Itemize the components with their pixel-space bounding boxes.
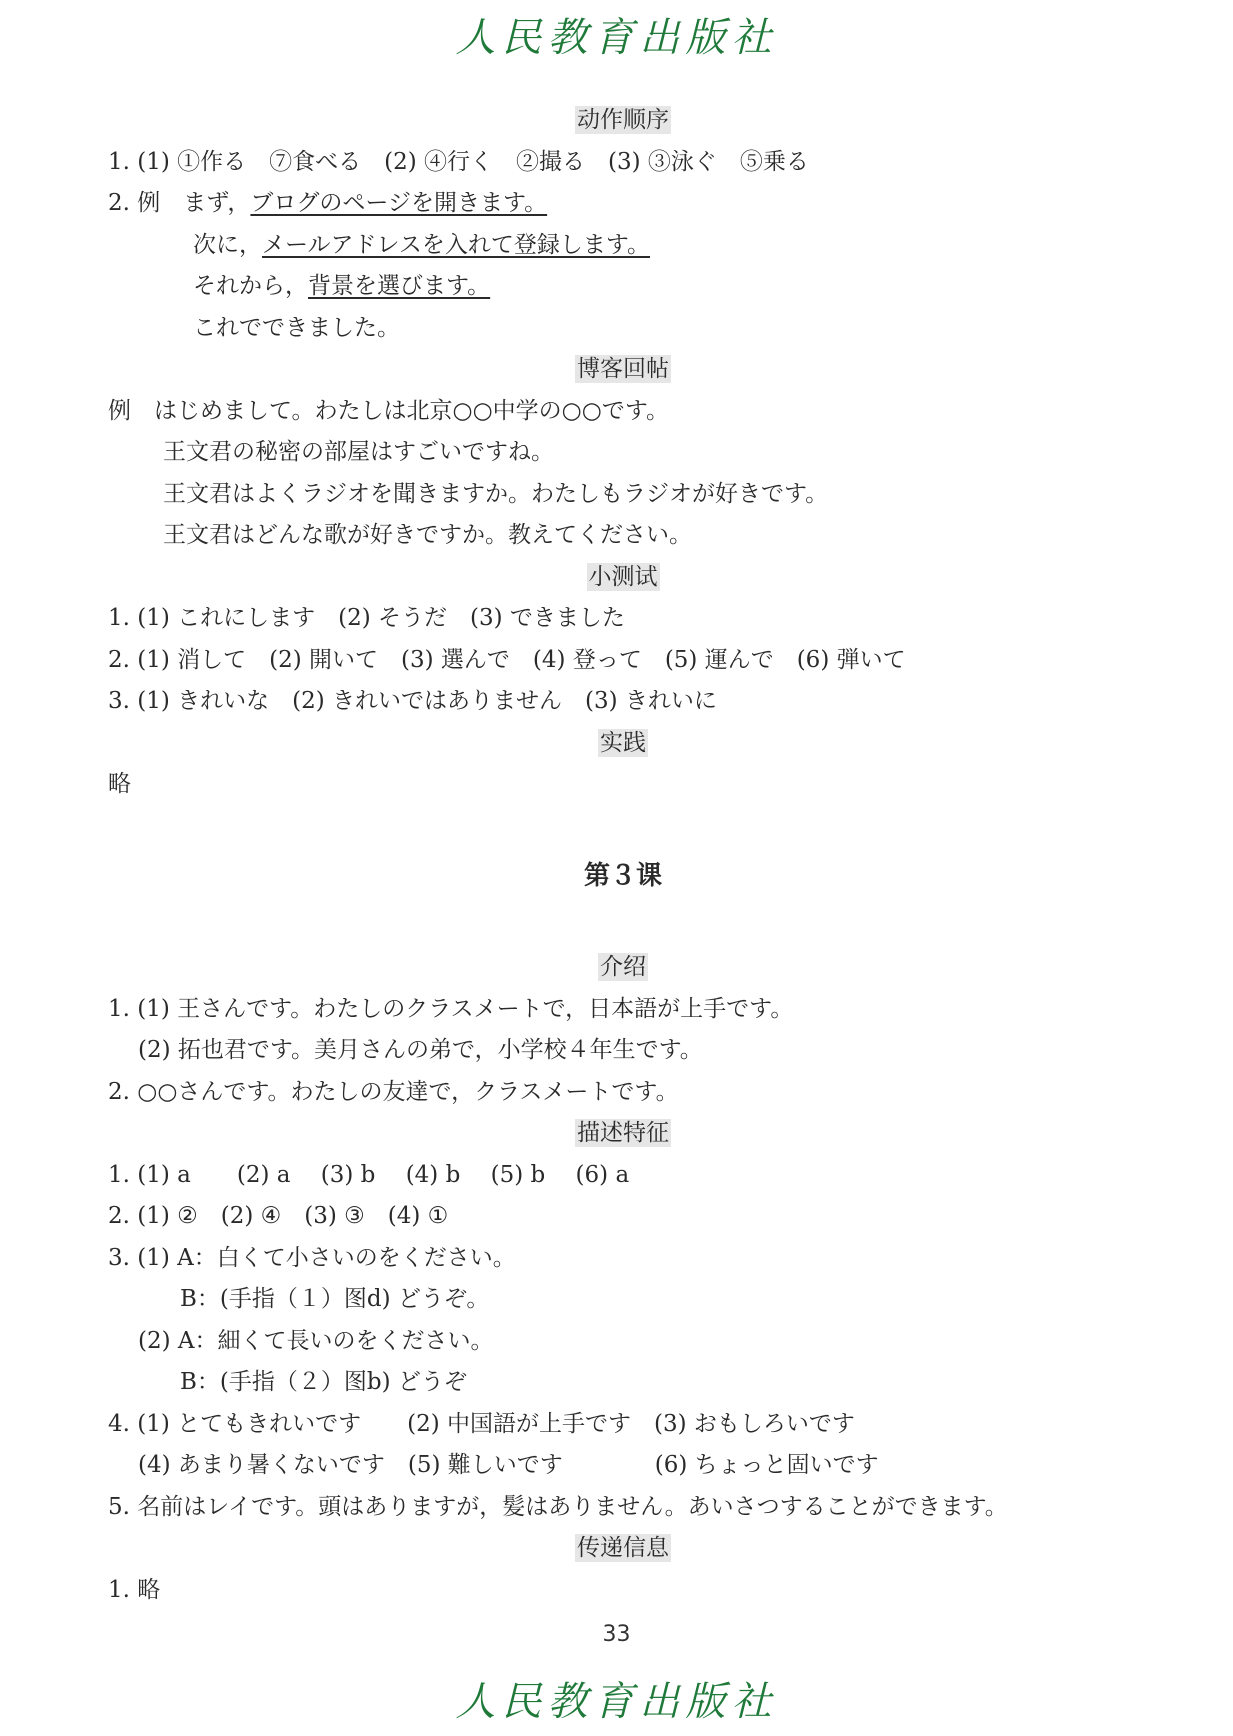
answer-line: 1. 略 — [108, 1576, 161, 1603]
answer-line: 2. 例 まず，ブログのページを開きます。 — [108, 190, 548, 216]
section-heading: 描述特征 — [577, 1120, 669, 1146]
answer-line: (4) あまり暑くないです (5) 難しいです (6) ちょっと固いです — [138, 1452, 879, 1478]
answer-line: 2. (1) 消して (2) 開いて (3) 選んで (4) 登って (5) 運んで (6) 弾いて — [108, 646, 906, 673]
answer-line: 次に，メールアドレスを入れて登録します。 — [193, 231, 651, 258]
answer-line: B：(手指（２）图b) どうぞ — [180, 1369, 467, 1395]
page-number: 33 — [602, 1622, 631, 1647]
publisher-logo-top — [0, 2, 1233, 62]
answer-line: 5. 名前はレイです。頭はありますが，髪はありません。あいさつすることができます。 — [108, 1493, 1008, 1520]
publisher-name: 人民教育出版社 — [455, 15, 778, 61]
answer-line: 略 — [108, 771, 131, 797]
answer-line: 4. (1) とてもきれいです (2) 中国語が上手です (3) おもしろいです — [108, 1410, 855, 1437]
section-heading: 实践 — [600, 729, 646, 756]
answer-line: 3. (1) A：白くて小さいのをください。 — [108, 1244, 516, 1271]
answer-line: 例 はじめまして。わたしは北京○○中学の○○です。 — [108, 397, 669, 424]
answer-line: 3. (1) きれいな (2) きれいではありません (3) きれいに — [108, 688, 717, 714]
publisher-name: 人民教育出版社 — [455, 1679, 778, 1725]
page-content — [108, 100, 1138, 1611]
answer-line: 1. (1) ①作る ⑦食べる (2) ④行く ②撮る (3) ③泳ぐ ⑤乗る — [108, 148, 809, 175]
answer-line: B：(手指（１）图d) どうぞ。 — [180, 1286, 490, 1312]
answer-line: 2. ○○さんです。わたしの友達で，クラスメートです。 — [108, 1078, 679, 1105]
answer-line: 1. (1) これにします (2) そうだ (3) できました — [108, 605, 625, 631]
underlined-answer: メールアドレスを入れて登録します。 — [262, 231, 651, 258]
answer-line: (2) A：細くて長いのをください。 — [138, 1327, 494, 1354]
answer-line: 王文君はよくラジオを聞きますか。わたしもラジオが好きです。 — [163, 480, 829, 507]
answer-line: 2. (1) ② (2) ④ (3) ③ (4) ① — [108, 1203, 449, 1229]
answer-line: それから，背景を選びます。 — [193, 273, 491, 299]
lesson-title: 第３课 — [583, 860, 662, 891]
section-heading: 小测试 — [588, 563, 658, 590]
answer-line: これでできました。 — [193, 314, 400, 341]
section-heading: 博客回帖 — [577, 356, 669, 382]
answer-line: 1. (1) a (2) a (3) b (4) b (5) b (6) a — [108, 1161, 630, 1188]
answer-line: 王文君はどんな歌が好きですか。教えてください。 — [163, 522, 692, 548]
publisher-logo-bottom — [0, 1666, 1233, 1726]
section-heading: 动作顺序 — [577, 107, 669, 133]
underlined-answer: 背景を選びます。 — [308, 273, 491, 299]
section-heading: 传递信息 — [577, 1535, 669, 1561]
answer-line: 1. (1) 王さんです。わたしのクラスメートで，日本語が上手です。 — [108, 995, 794, 1022]
section-heading: 介绍 — [600, 954, 646, 980]
answer-line: (2) 拓也君です。美月さんの弟で，小学校４年生です。 — [138, 1037, 703, 1063]
underlined-answer: ブログのページを開きます。 — [250, 190, 548, 216]
answer-line: 王文君の秘密の部屋はすごいですね。 — [163, 439, 554, 465]
